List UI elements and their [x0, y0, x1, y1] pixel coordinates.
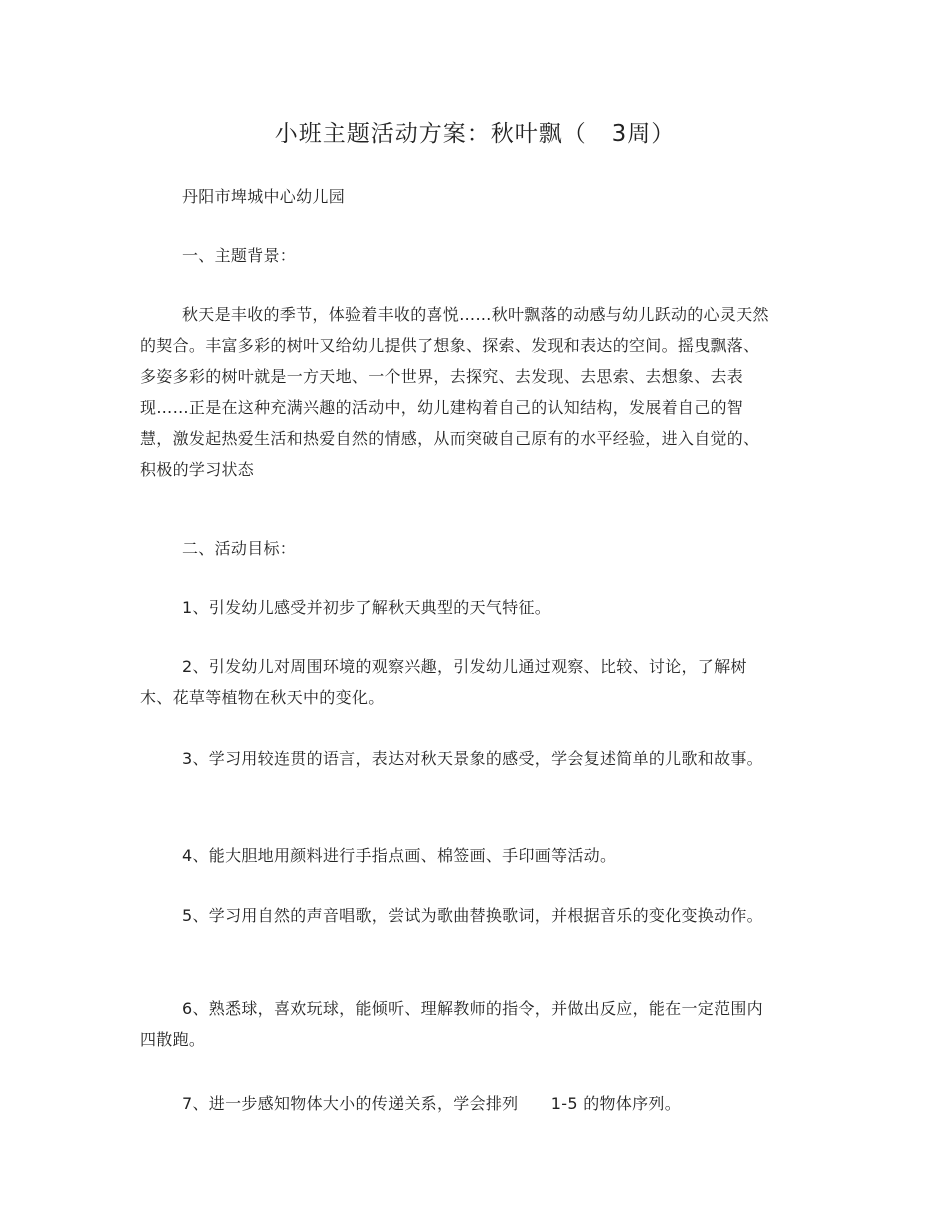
goal-item-7: 7、进一步感知物体大小的传递关系，学会排列 1-5 的物体序列。	[182, 1094, 682, 1113]
goal-item-2: 2、引发幼儿对周围环境的观察兴趣，引发幼儿通过观察、比较、讨论，了解树木、花草等植物在秋天中的变化。	[140, 657, 747, 707]
author-line: 丹阳市埤城中心幼儿园	[182, 187, 346, 206]
goal-item-1: 1、引发幼儿感受并初步了解秋天典型的天气特征。	[182, 598, 552, 617]
goal-item-5: 5、学习用自然的声音唱歌，尝试为歌曲替换歌词，并根据音乐的变化变换动作。	[182, 906, 763, 925]
section-heading-goals: 二、活动目标：	[182, 539, 297, 558]
goal-item-6: 6、熟悉球，喜欢玩球，能倾听、理解教师的指令，并做出反应，能在一定范围内四散跑。	[140, 999, 763, 1049]
goal-item-4: 4、能大胆地用颜料进行手指点画、棉签画、手印画等活动。	[182, 846, 617, 865]
goal-item-3: 3、学习用较连贯的语言，表达对秋天景象的感受，学会复述简单的儿歌和故事。	[182, 749, 763, 768]
section-heading-background: 一、主题背景：	[182, 246, 297, 265]
document-title: 小班主题活动方案：秋叶飘（ 3周）	[274, 121, 676, 147]
background-paragraph: 秋天是丰收的季节，体验着丰收的喜悦……秋叶飘落的动感与幼儿跃动的心灵天然的契合。丰富多彩的树叶又给幼儿提供了想象、探索、发现和表达的空间。摇曳飘落、多姿多彩的树叶就是一方天地、一个世界，去探究、去发现、去思索、去想象、去表现……正是在这种充满兴趣的活动中，幼儿建构着自己的认知结构，发展着自己的智慧，激发起热爱生活和热爱自然的情感，从而突破自己原有的水平经验，进入自觉的、积极的学习状态	[140, 305, 769, 479]
